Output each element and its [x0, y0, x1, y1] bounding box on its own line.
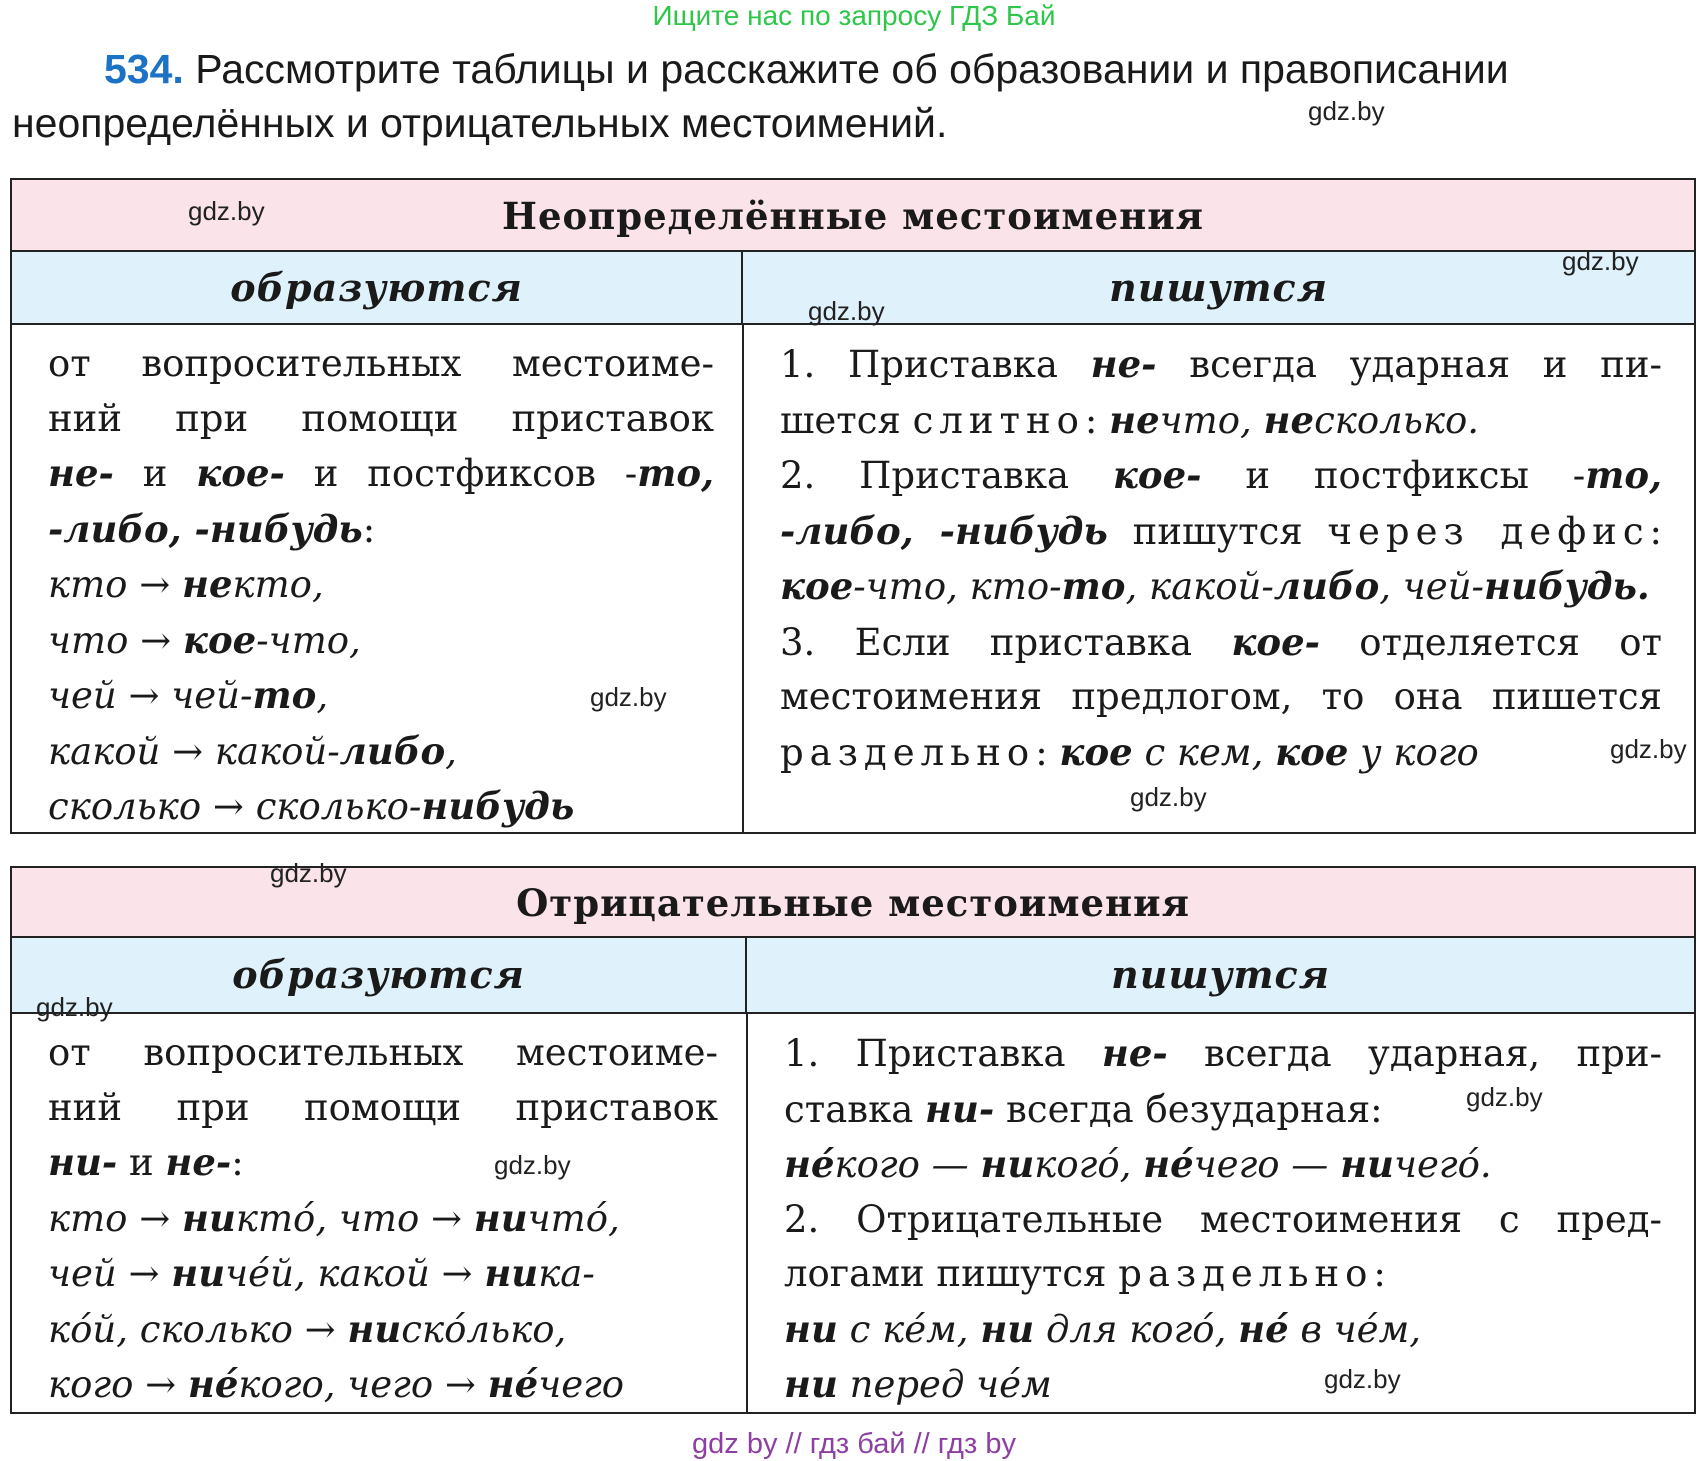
text-line: ни- и не-: [48, 1140, 244, 1184]
text-line: 2. Отрицательные местоимения с пред- [784, 1197, 1662, 1241]
table-body [12, 1014, 1694, 1414]
table-header-row [12, 938, 1694, 1014]
example-line: что → кое-что, [48, 617, 361, 662]
example-line: ни с ке́м, ни для кого́, не́ в че́м, [784, 1306, 1422, 1351]
text-line: от вопросительных местоиме- [48, 342, 714, 385]
header-spelling: пишутся [1111, 952, 1330, 997]
text-line: логами пишутся раздельно: [784, 1252, 1386, 1295]
watermark: gdz.by [590, 682, 667, 712]
watermark: gdz.by [36, 992, 113, 1022]
top-banner: Ищите нас по запросу ГДЗ Бай [652, 0, 1056, 31]
task-line-2: неопределённых и отрицательных местоимений. [12, 100, 948, 146]
text-line: 2. Приставка кое- и постфиксы -то, [780, 453, 1662, 497]
header-formation: образуются [12, 252, 743, 323]
watermark: gdz.by [1466, 1082, 1543, 1112]
text-line: 3. Если приставка кое- отделяется от [780, 619, 1662, 664]
text-line: 1. Приставка не- всегда ударная, при- [784, 1031, 1663, 1075]
footer-watermark: gdz by // гдз бай // гдз by [692, 1428, 1016, 1460]
watermark: gdz.by [1562, 246, 1639, 276]
spelling-cell [748, 1014, 1694, 1414]
formation-cell [12, 1014, 748, 1414]
text-line: раздельно: кое с кем, кое у кого [780, 729, 1479, 774]
example-line: кого → не́кого, чего → не́чего [48, 1362, 625, 1406]
text-line: -либо, -нибудь пишутся через дефис: [780, 508, 1663, 553]
watermark: gdz.by [1610, 734, 1687, 764]
negative-pronouns-table [10, 866, 1696, 1414]
text-line: 1. Приставка не- всегда ударная и пи- [780, 342, 1662, 386]
header-spelling: пишутся [1109, 265, 1328, 310]
text-line: ний при помощи приставок [48, 396, 714, 440]
text-line: шется слитно: нечто, несколько. [780, 397, 1479, 442]
watermark: gdz.by [270, 858, 347, 888]
example-line: чей → чей-то, [48, 673, 329, 717]
watermark: gdz.by [1324, 1364, 1401, 1394]
watermark: gdz.by [1308, 96, 1385, 126]
task-text [12, 42, 1702, 150]
formation-cell [12, 325, 744, 834]
task-line-1: Рассмотрите таблицы и расскажите об образовании и правописании [195, 46, 1509, 92]
indefinite-pronouns-table [10, 178, 1696, 834]
text-line: от вопросительных местоиме- [48, 1031, 718, 1074]
watermark: gdz.by [188, 196, 265, 226]
example-line: не́кого — никого́, не́чего — ничего́. [784, 1142, 1492, 1186]
text-line: ставка ни- всегда безударная: [784, 1086, 1383, 1131]
spelling-cell [744, 325, 1694, 834]
watermark: gdz.by [1130, 782, 1207, 812]
text-line: местоимения предлогом, то она пишется [780, 675, 1662, 718]
example-line: кто → некто, [48, 562, 324, 606]
example-line: какой → какой-либо, [48, 728, 457, 773]
table-title: Неопределённые местоимения [12, 180, 1694, 252]
text-line: ний при помощи приставок [48, 1085, 718, 1129]
watermark: gdz.by [808, 296, 885, 326]
example-line: сколько → сколько-нибудь [48, 784, 575, 828]
example-line: кто → никто́, что → ничто́, [48, 1195, 620, 1240]
header-formation: образуются [12, 938, 747, 1012]
table-title: Отрицательные местоимения [12, 868, 1694, 938]
table-body [12, 325, 1694, 834]
example-line: кое-что, кто-то, какой-либо, чей-нибудь. [780, 564, 1650, 608]
example-line: ко́й, сколько → ниско́лько, [48, 1306, 567, 1351]
task-number: 534. [104, 46, 184, 92]
example-line: ни перед че́м [784, 1362, 1052, 1406]
example-line: чей → ниче́й, какой → ника- [48, 1251, 595, 1295]
text-line: -либо, -нибудь: [48, 506, 376, 551]
text-line: не- и кое- и постфиксов -то, [48, 451, 714, 495]
watermark: gdz.by [494, 1150, 571, 1180]
